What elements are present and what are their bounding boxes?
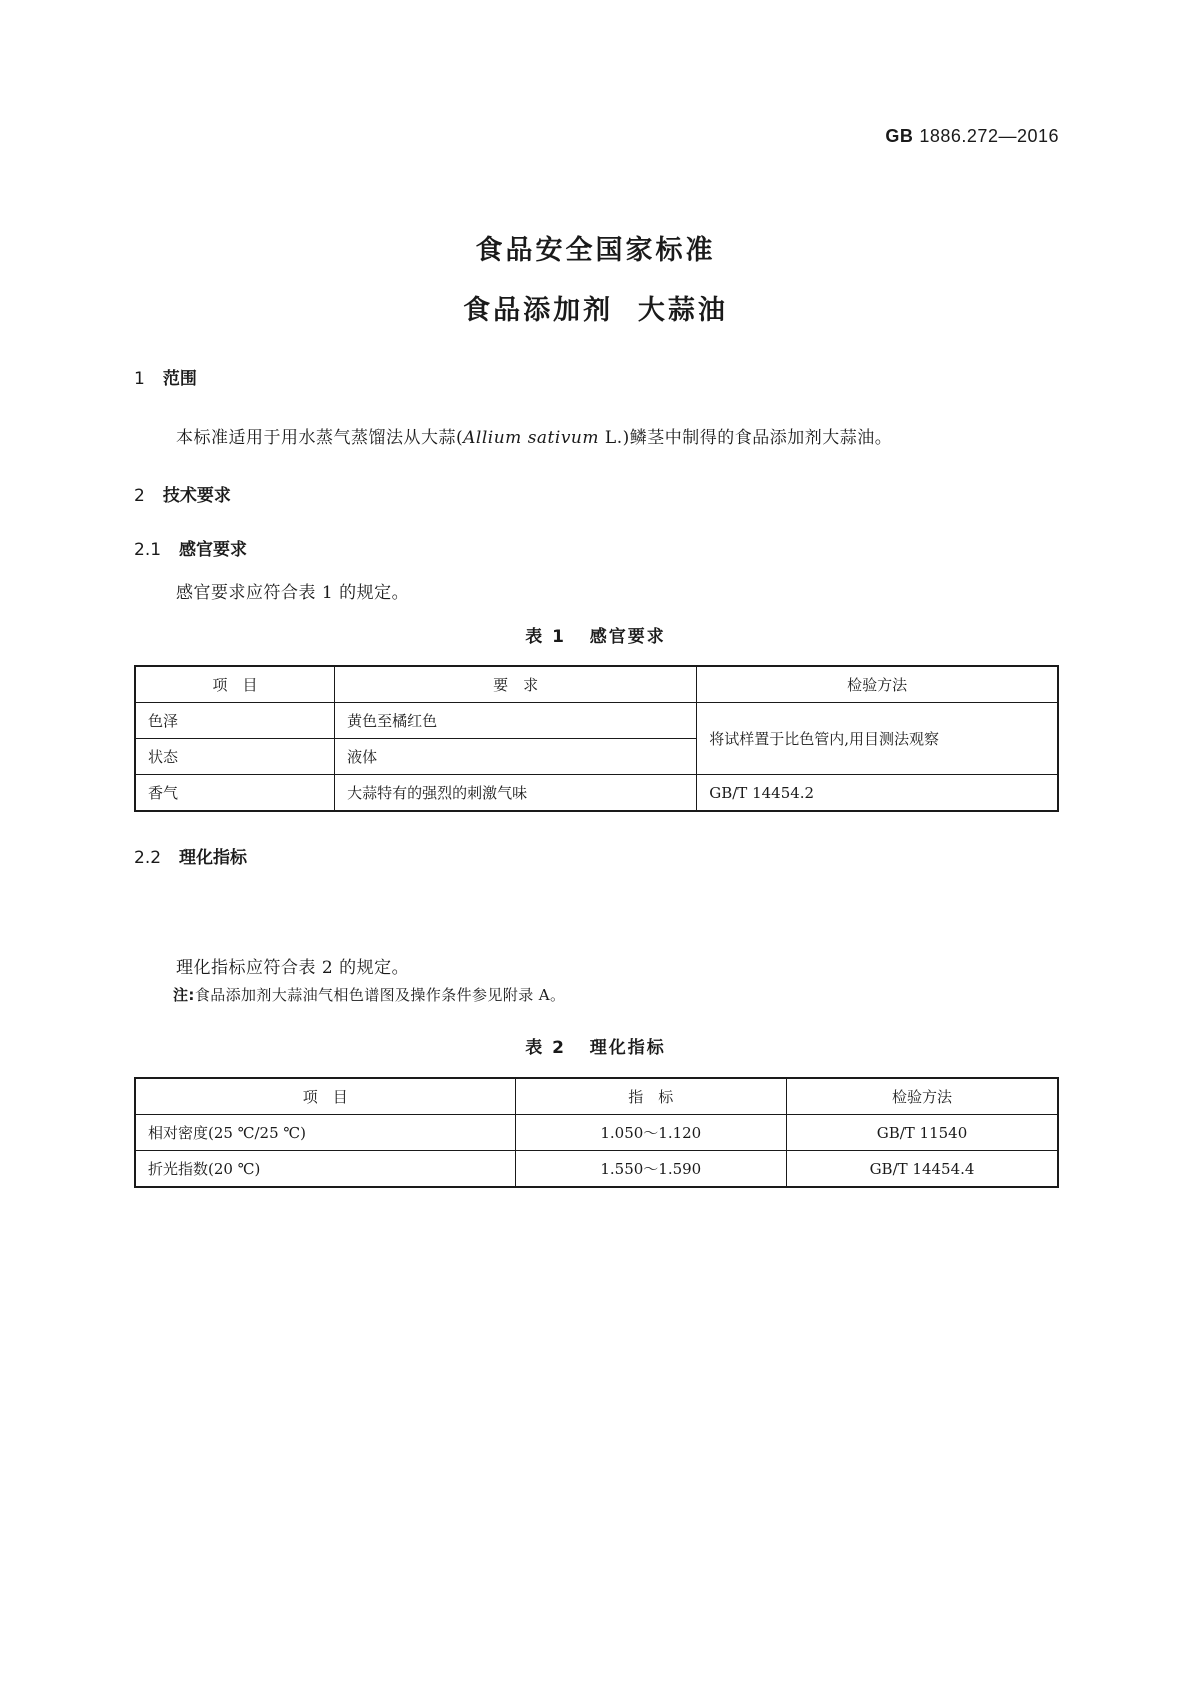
section-2-2-paragraph: 理化指标应符合表 2 的规定。	[176, 958, 410, 978]
table-cell: 相对密度(25 ℃/25 ℃)	[135, 1115, 515, 1151]
table-cell: 折光指数(20 ℃)	[135, 1151, 515, 1188]
table-header-cell: 检验方法	[787, 1078, 1059, 1115]
table-header-row	[135, 666, 1058, 703]
table-row	[135, 1115, 1058, 1151]
table-1-caption: 表 1 感官要求	[525, 627, 666, 647]
section-number: 2	[134, 486, 145, 506]
section-1-paragraph	[176, 423, 892, 448]
table-row	[135, 1151, 1058, 1188]
table-row	[135, 703, 1058, 739]
table-cell: GB/T 14454.2	[697, 775, 1058, 812]
standard-code-number: 1886.272—2016	[919, 126, 1059, 146]
table-cell: 1.550～1.590	[515, 1151, 786, 1188]
section-number: 2.2	[134, 848, 162, 868]
table-cell: 液体	[335, 739, 697, 775]
section-2-heading	[134, 481, 231, 506]
section-title: 范围	[162, 369, 197, 389]
note	[173, 984, 565, 1005]
table-header-row	[135, 1078, 1058, 1115]
table-cell: 色泽	[135, 703, 335, 739]
table-header-cell: 项 目	[135, 666, 335, 703]
latin-name: Allium sativum	[463, 428, 600, 448]
table-cell-merged: 将试样置于比色管内,用目测法观察	[697, 703, 1058, 775]
section-1-heading	[134, 364, 197, 389]
table-cell: 黄色至橘红色	[335, 703, 697, 739]
table-2	[134, 1077, 1059, 1188]
table-cell: 状态	[135, 739, 335, 775]
table-cell: 大蒜特有的强烈的刺激气味	[335, 775, 697, 812]
section-2-1-heading	[134, 535, 247, 560]
document-subtitle: 食品添加剂 大蒜油	[463, 295, 728, 326]
table-header-cell: 要 求	[335, 666, 697, 703]
table-2-caption: 表 2 理化指标	[525, 1038, 666, 1058]
standard-code	[885, 126, 1059, 147]
standard-code-prefix: GB	[885, 126, 914, 146]
section-title: 感官要求	[179, 540, 248, 560]
table-cell: 香气	[135, 775, 335, 812]
table-cell: GB/T 14454.4	[787, 1151, 1059, 1188]
section-2-2-heading	[134, 843, 247, 868]
section-number: 1	[134, 369, 145, 389]
document-title: 食品安全国家标准	[475, 235, 716, 266]
table-row	[135, 775, 1058, 812]
table-cell: GB/T 11540	[787, 1115, 1059, 1151]
paragraph-text: 本标准适用于用水蒸气蒸馏法从大蒜(	[176, 428, 464, 448]
section-title: 技术要求	[162, 486, 231, 506]
table-header-cell: 指 标	[515, 1078, 786, 1115]
table-cell: 1.050～1.120	[515, 1115, 786, 1151]
table-1	[134, 665, 1059, 812]
section-title: 理化指标	[179, 848, 248, 868]
table-header-cell: 检验方法	[697, 666, 1058, 703]
section-number: 2.1	[134, 540, 162, 560]
paragraph-text: L.)鳞茎中制得的食品添加剂大蒜油。	[599, 428, 893, 448]
note-text: 食品添加剂大蒜油气相色谱图及操作条件参见附录 A。	[194, 986, 566, 1004]
section-2-1-paragraph: 感官要求应符合表 1 的规定。	[176, 583, 410, 603]
note-label: 注:	[173, 986, 195, 1004]
table-header-cell: 项 目	[135, 1078, 515, 1115]
